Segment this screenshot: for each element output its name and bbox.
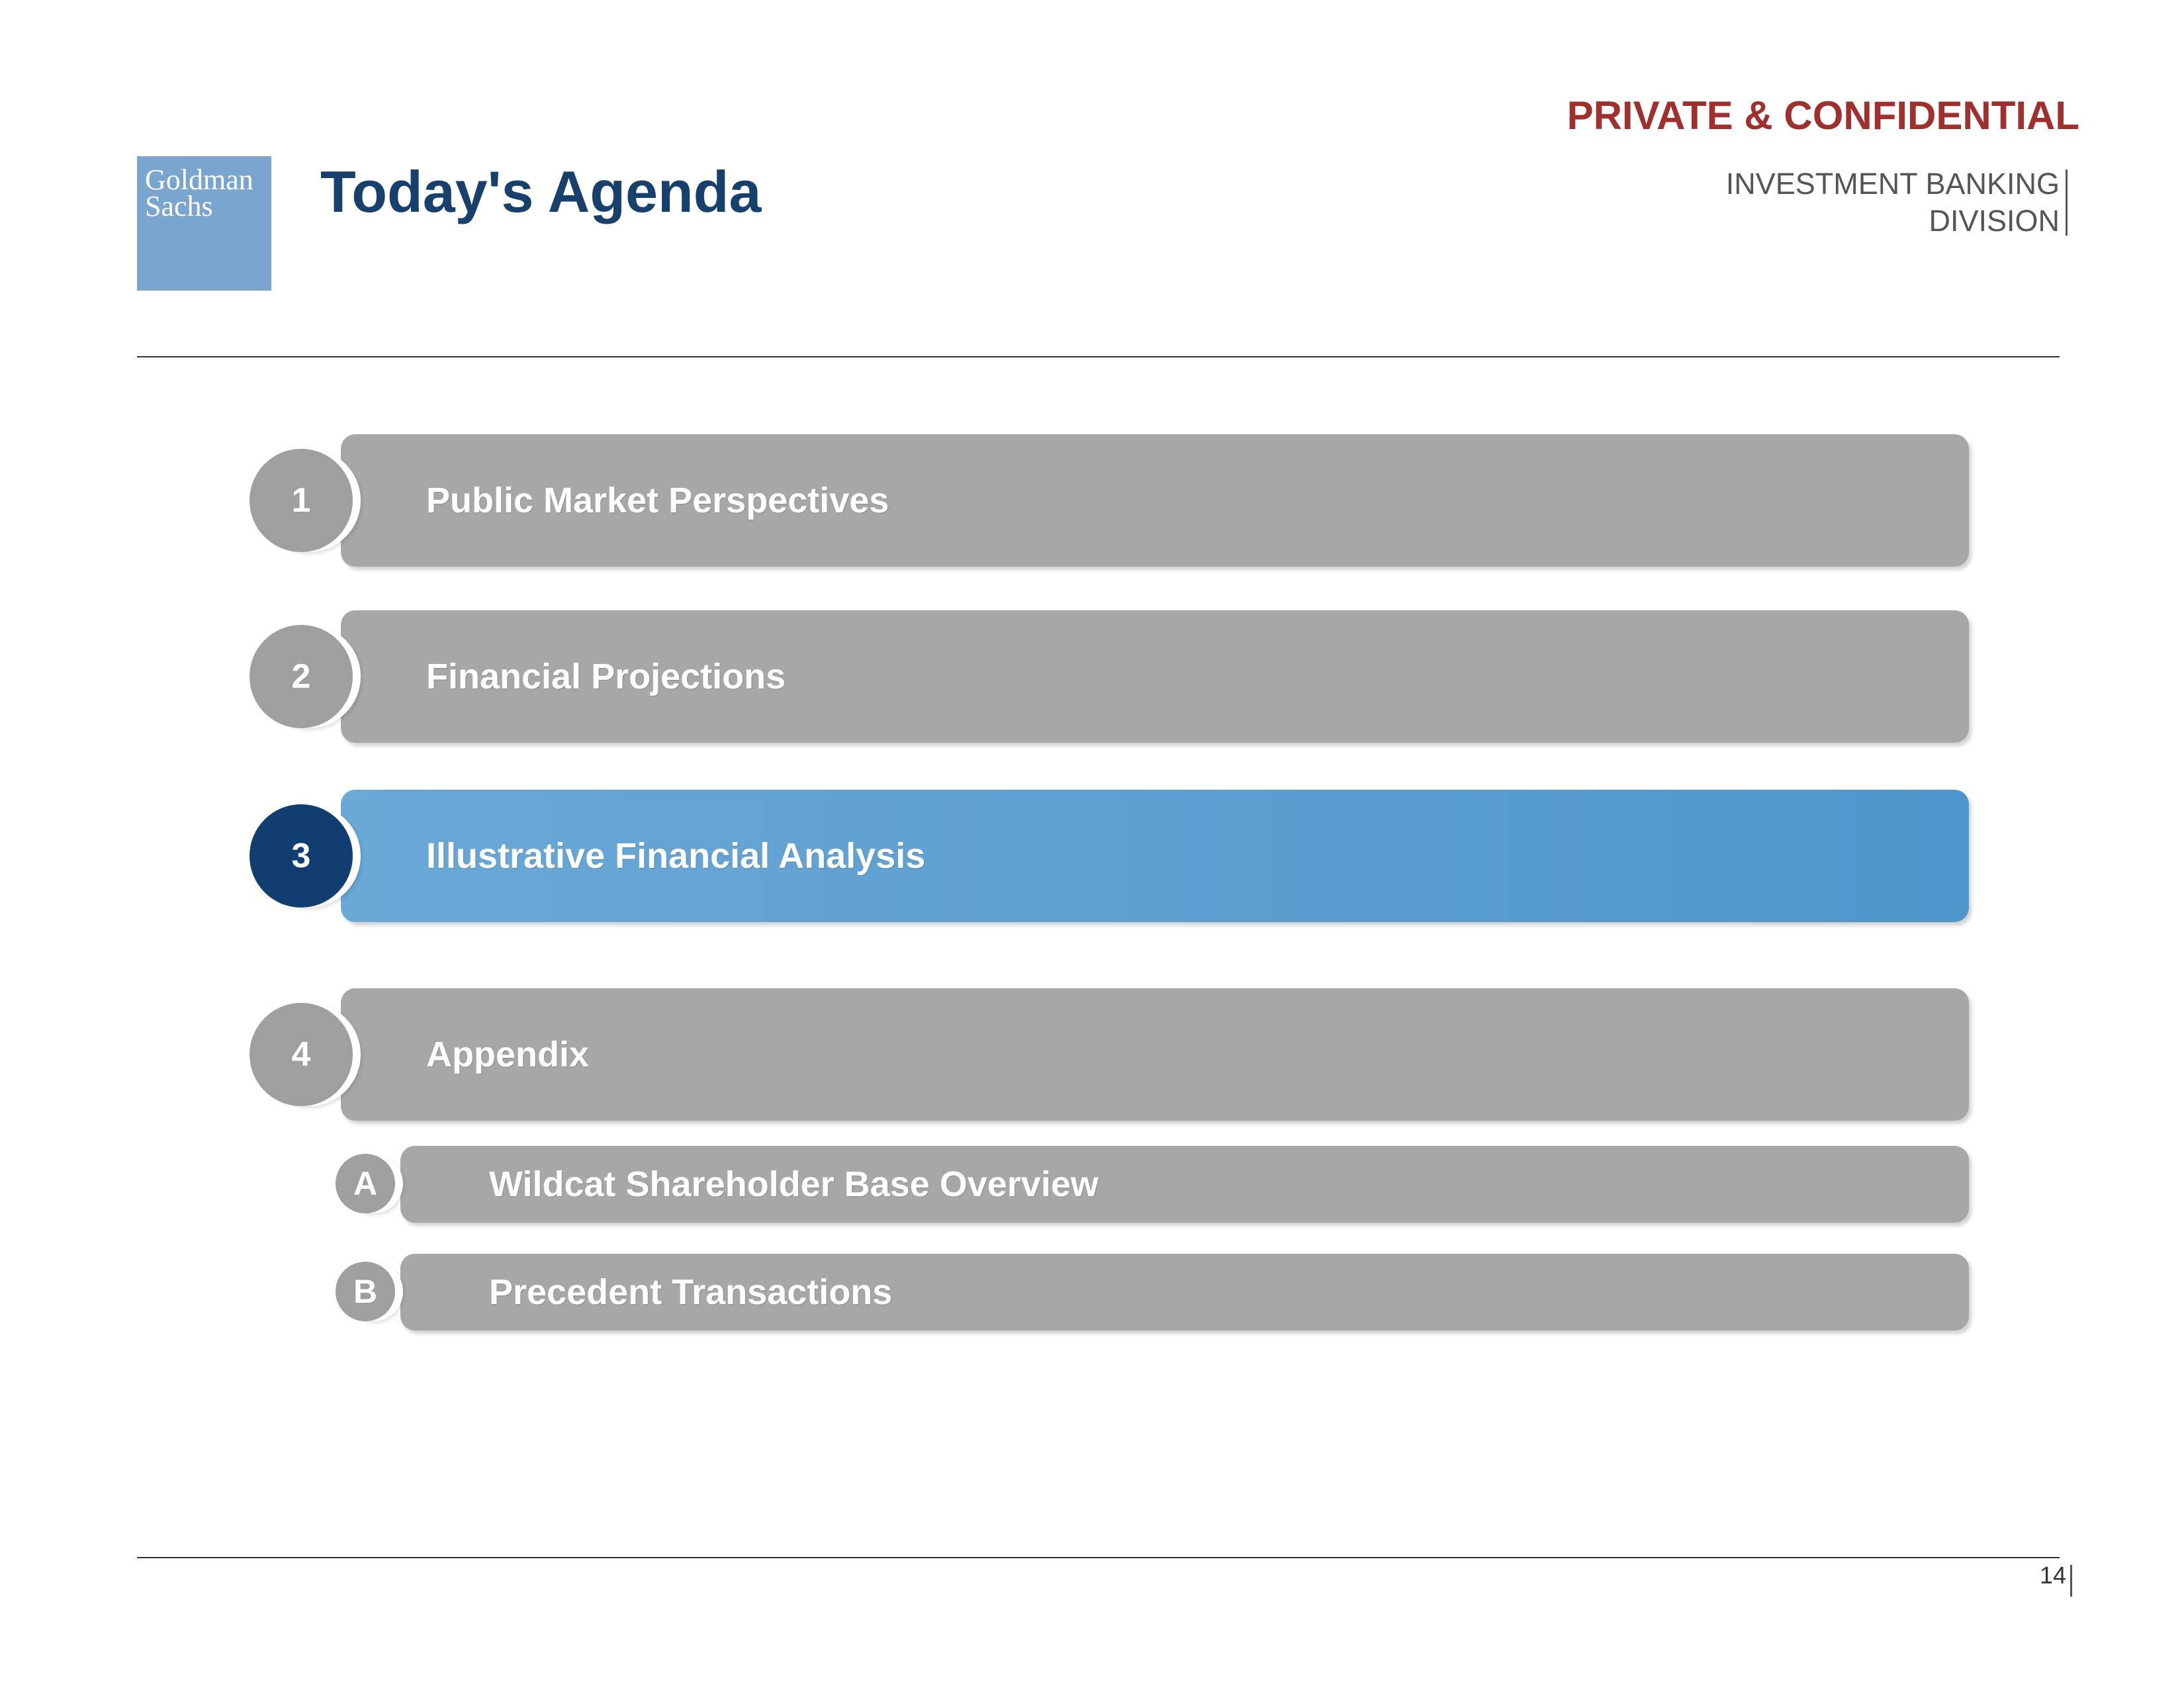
agenda-subitem-label: Precedent Transactions bbox=[489, 1272, 893, 1312]
agenda-number-badge: 4 bbox=[250, 1003, 353, 1106]
agenda-item-label: Appendix bbox=[426, 1035, 590, 1074]
division-line-1: INVESTMENT BANKING bbox=[1725, 167, 2060, 201]
division-divider bbox=[2066, 169, 2068, 236]
agenda-item-3[interactable] bbox=[248, 790, 1969, 922]
page-number: 14 bbox=[2039, 1562, 2066, 1589]
agenda-subitem-label: Wildcat Shareholder Base Overview bbox=[489, 1164, 1099, 1204]
agenda-item-label: Public Market Perspectives bbox=[426, 481, 889, 520]
footer-rule bbox=[137, 1557, 2060, 1558]
logo-line-2: Sachs bbox=[145, 190, 213, 222]
header-rule bbox=[137, 356, 2060, 357]
agenda-letter-badge: B bbox=[336, 1262, 395, 1321]
logo-line-1: Goldman bbox=[145, 164, 253, 196]
agenda-subitem-a[interactable] bbox=[334, 1146, 1969, 1223]
page-title: Today's Agenda bbox=[320, 159, 762, 224]
agenda-item-label: Illustrative Financial Analysis bbox=[426, 836, 926, 876]
division-line-2: DIVISION bbox=[1929, 204, 2060, 238]
agenda-letter-badge: A bbox=[336, 1154, 395, 1213]
agenda-item-4[interactable] bbox=[248, 988, 1969, 1121]
agenda-item-2[interactable] bbox=[248, 610, 1969, 743]
agenda-subitem-b[interactable] bbox=[334, 1254, 1969, 1331]
goldman-sachs-logo bbox=[137, 156, 271, 291]
confidential-label: PRIVATE & CONFIDENTIAL bbox=[1567, 93, 2079, 138]
page-number-divider bbox=[2070, 1565, 2072, 1597]
agenda-item-label: Financial Projections bbox=[426, 657, 786, 696]
agenda-number-badge: 3 bbox=[250, 804, 353, 908]
agenda-number-badge: 1 bbox=[250, 449, 353, 552]
division-label bbox=[1726, 165, 2060, 240]
agenda-number-badge: 2 bbox=[250, 625, 353, 728]
agenda-item-1[interactable] bbox=[248, 434, 1969, 567]
